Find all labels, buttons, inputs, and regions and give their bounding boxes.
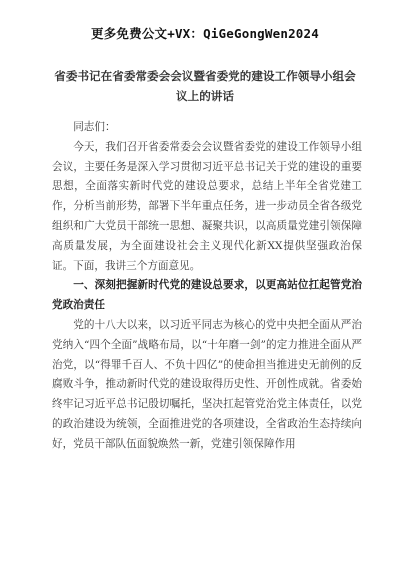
document-title: 省委书记在省委常委会会议暨省委党的建设工作领导小组会议上的讲话 — [54, 69, 356, 103]
intro-paragraph: 今天，我们召开省委常委会会议暨省委党的建设工作领导小组会议，主要任务是深入学习贯彻习近平总书记关于党的建设的重要思想，全面落实新时代党的建设总要求，总结上半年全省党建工作，分析当前形势，部署下半年重点任务，进一步动员全省各级党组织和广大党员干部统一思想、凝聚共识，以高质量党建引领保障高质量发展，为全面建设社会主义现代化新XX提供坚强政治保证。下面，我讲三个方面意见。 — [52, 140, 362, 272]
document-body — [52, 118, 362, 455]
section-1-paragraph: 党的十八大以来，以习近平同志为核心的党中央把全面从严治党纳入“四个全面”战略布局，以“十年磨一剑”的定力推进全面从严治党，以“得罪千百人、不负十四亿”的使命担当推进史无前例的反腐败斗争，推动新时代党的建设取得历史性、开创性成就。省委始终牢记习近平总书记殷切嘱托，坚决扛起管党治党主体责任，以党的政治建设为统领，全面推进党的各项建设，全省政治生态持续向好，党员干部队伍面貌焕然一新，党建引领保障作用 — [52, 318, 362, 450]
salutation: 同志们： — [73, 121, 116, 133]
promo-header: 更多免费公文+VX：QiGeGongWen2024 — [91, 26, 319, 41]
section-1-heading: 一、深刻把握新时代党的建设总要求，以更高站位扛起管党治党政治责任 — [52, 279, 362, 312]
